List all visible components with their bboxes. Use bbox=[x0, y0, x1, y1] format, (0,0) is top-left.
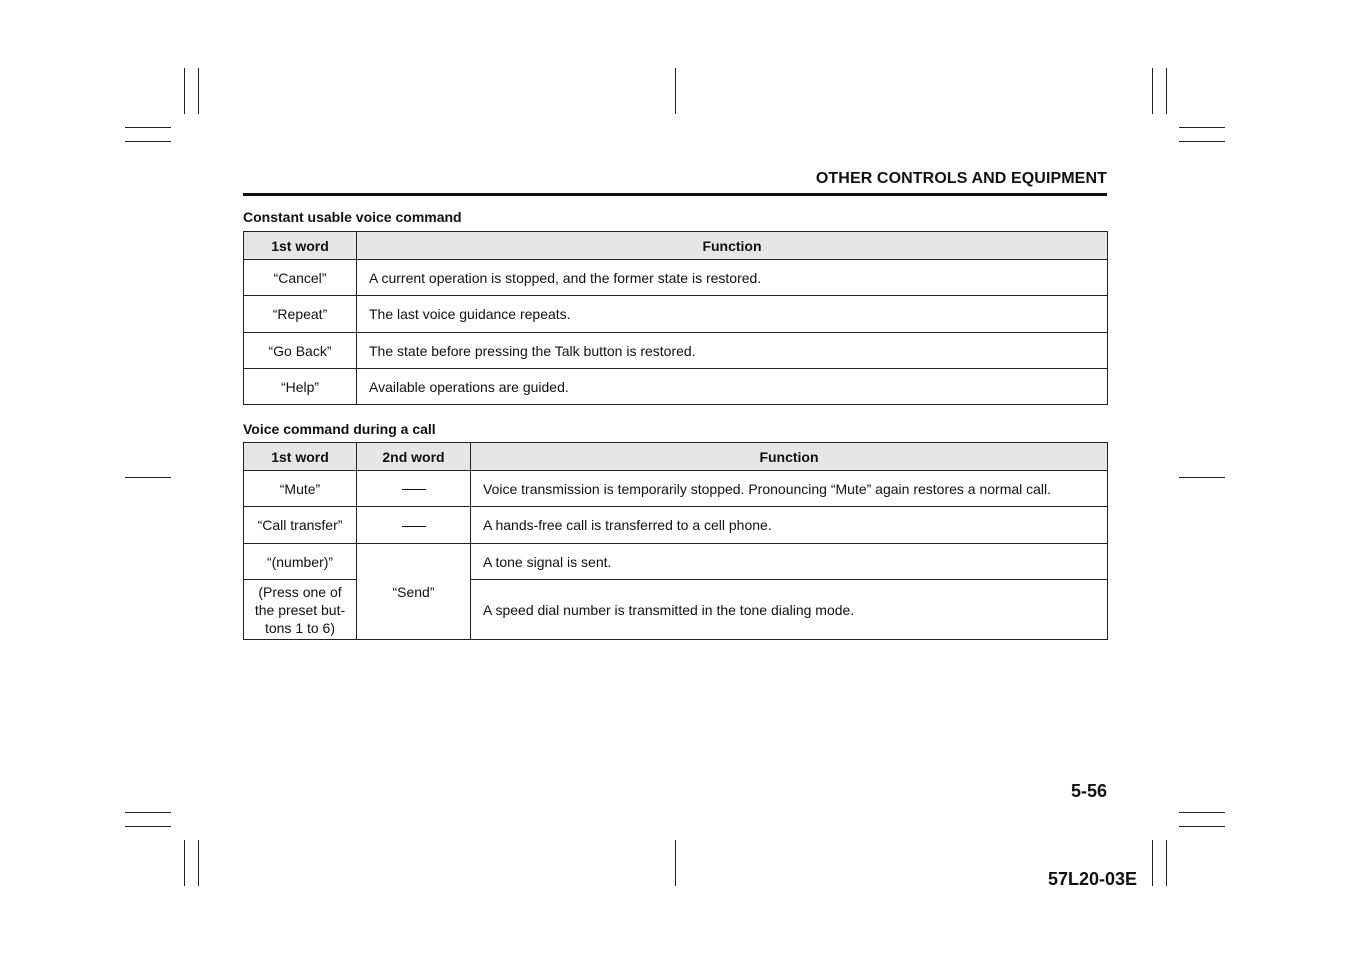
crop-mark bbox=[1179, 826, 1225, 827]
crop-mark bbox=[1179, 477, 1225, 478]
crop-mark bbox=[125, 477, 171, 478]
call-commands-table bbox=[243, 442, 1108, 640]
page-number: 5-56 bbox=[1070, 781, 1107, 801]
column-header-function: Function bbox=[471, 443, 1108, 471]
function-cell: A current operation is stopped, and the former state is restored. bbox=[357, 260, 1108, 296]
column-header-second-word: 2nd word bbox=[357, 443, 471, 471]
crop-mark bbox=[1152, 68, 1153, 114]
crop-mark bbox=[125, 812, 171, 813]
crop-mark bbox=[675, 840, 676, 886]
crop-mark bbox=[125, 127, 171, 128]
second-word-cell: “Send” bbox=[357, 544, 471, 640]
first-word-cell: “Help” bbox=[244, 369, 357, 405]
document-code: 57L20-03E bbox=[1047, 869, 1137, 889]
constant-commands-table bbox=[243, 231, 1108, 405]
header-rule bbox=[243, 193, 1107, 196]
first-word-line: (Press one of bbox=[258, 583, 342, 600]
first-word-cell: “Repeat” bbox=[244, 296, 357, 333]
crop-mark bbox=[184, 68, 185, 114]
table-row bbox=[244, 544, 1108, 580]
crop-mark bbox=[1179, 127, 1225, 128]
crop-mark bbox=[1152, 840, 1153, 886]
crop-mark bbox=[1179, 812, 1225, 813]
crop-mark bbox=[1166, 840, 1167, 886]
column-header-first-word: 1st word bbox=[244, 443, 357, 471]
crop-mark bbox=[125, 141, 171, 142]
table-row bbox=[244, 296, 1108, 333]
first-word-cell: “Go Back” bbox=[244, 333, 357, 369]
first-word-cell: “Cancel” bbox=[244, 260, 357, 296]
no-second-word-dash bbox=[402, 526, 426, 527]
table-row bbox=[244, 369, 1108, 405]
no-second-word-dash bbox=[402, 489, 426, 490]
call-commands-title: Voice command during a call bbox=[243, 421, 436, 437]
function-cell: Available operations are guided. bbox=[357, 369, 1108, 405]
crop-mark bbox=[198, 68, 199, 114]
table-header-row bbox=[244, 232, 1108, 260]
crop-mark bbox=[675, 68, 676, 114]
function-cell: The last voice guidance repeats. bbox=[357, 296, 1108, 333]
crop-mark bbox=[1179, 141, 1225, 142]
table-row bbox=[244, 260, 1108, 296]
table-row bbox=[244, 507, 1108, 544]
first-word-cell: “Mute” bbox=[244, 471, 357, 507]
crop-mark bbox=[125, 826, 171, 827]
crop-mark bbox=[184, 840, 185, 886]
table-row bbox=[244, 333, 1108, 369]
first-word-cell: “Call transfer” bbox=[244, 507, 357, 544]
function-cell: A speed dial number is transmitted in the tone dialing mode. bbox=[471, 580, 1108, 640]
section-header-title: OTHER CONTROLS AND EQUIPMENT bbox=[815, 170, 1107, 187]
second-word-cell bbox=[357, 507, 471, 544]
table-header-row bbox=[244, 443, 1108, 471]
crop-mark bbox=[1166, 68, 1167, 114]
second-word-cell bbox=[357, 471, 471, 507]
function-cell: A hands-free call is transferred to a cell phone. bbox=[471, 507, 1108, 544]
first-word-line: the preset but- bbox=[254, 601, 346, 618]
constant-commands-title: Constant usable voice command bbox=[243, 209, 462, 225]
first-word-cell bbox=[244, 580, 357, 640]
function-cell: The state before pressing the Talk button is restored. bbox=[357, 333, 1108, 369]
first-word-line: tons 1 to 6) bbox=[264, 619, 336, 636]
first-word-cell: “(number)” bbox=[244, 544, 357, 580]
function-cell: Voice transmission is temporarily stopped. Pronouncing “Mute” again restores a normal call. bbox=[471, 471, 1108, 507]
column-header-function: Function bbox=[357, 232, 1108, 260]
crop-mark bbox=[198, 840, 199, 886]
table-row bbox=[244, 471, 1108, 507]
function-cell: A tone signal is sent. bbox=[471, 544, 1108, 580]
column-header-first-word: 1st word bbox=[244, 232, 357, 260]
